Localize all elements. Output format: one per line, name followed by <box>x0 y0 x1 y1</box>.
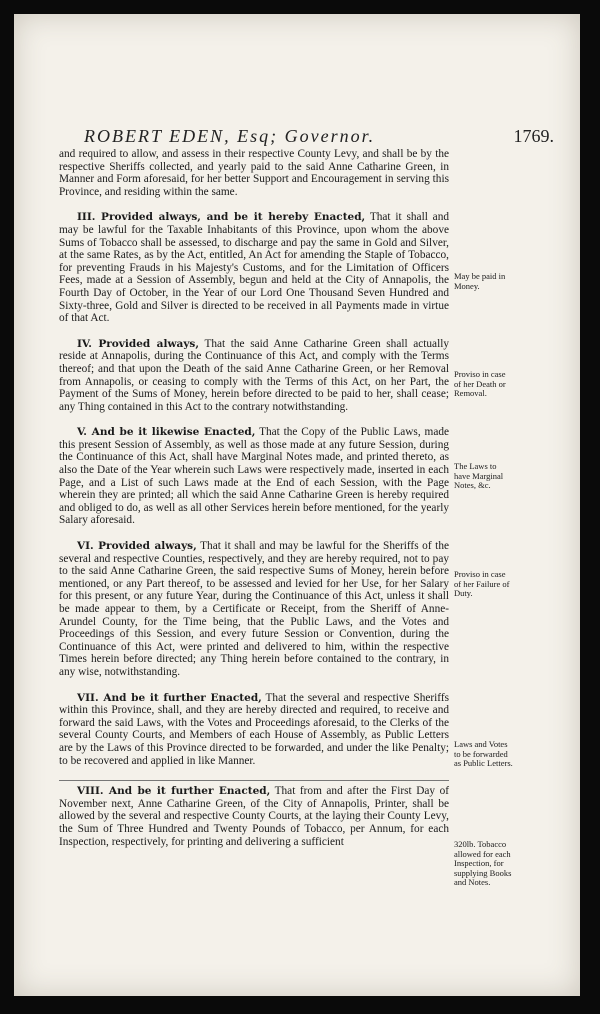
section-paragraph <box>59 338 449 414</box>
margin-note: May be paid in Money. <box>454 271 506 291</box>
paragraph-text: That it shall and may be lawful for the Sheriffs of the several and respective Counties, respectively, and they are hereby required, not to pay to the said Anne Catharine Green, the said respective Sums of Money, herein before mentioned, or any Part thereof, to be assessed and levied for her Use, for her Salary for this present, or any future Year, during the Continuance of this Act, unless it shall be made appear to them, by a Certificate or Receipt, from the Sheriff of Anne-Arundel County, for the Time being, that the Public Laws, and the Votes and Proceedings of this Session, and every future Session or Convention, during the Continuance of this Act, were printed and delivered to him, within the respective Times herein before directed; any Thing herein before contained to the contrary, in any wise, notwithstanding. <box>59 540 449 678</box>
margin-note: 320lb. Tobacco allowed for each Inspection, for supplying Books and Notes. <box>454 839 512 887</box>
section-heading: VI. Provided always, <box>77 540 197 553</box>
section-paragraph <box>59 780 449 848</box>
section-paragraph <box>59 148 449 198</box>
paragraph-text: That the said Anne Catharine Green shall actually reside at Annapolis, during the Continuance of this Act, and comply with the Terms thereof; and that upon the Death of the said Anne Catharine Green, or her Removal from Annapolis, or ceasing to comply with the Terms of this Act, on her Part, the Payment of the Sums of Money, herein before directed to be paid to her, shall cease; any Thing contained in this Act to the contrary notwithstanding. <box>59 337 449 413</box>
section-heading: III. Provided always, and be it hereby Enacted, <box>77 211 366 224</box>
paragraph-text: That from and after the First Day of November next, Anne Catharine Green, of the City of Annapolis, Printer, shall be allowed by the several and respective County Courts, at the laying their County Levy, the Sum of Three Hundred and Twenty Pounds of Tobacco, per Annum, for each Inspection, respectively, for printing and delivering a sufficient <box>59 785 449 848</box>
document-body <box>59 148 449 861</box>
paragraph-text: and required to allow, and assess in their respective County Levy, and shall be by the respective Sheriffs collected, and yearly paid to the said Anne Catharine Green, in Manner and Form aforesaid, for her better Support and Encouragement in serving this Province, and residing within the same. <box>59 148 449 198</box>
section-heading: VII. And be it further Enacted, <box>77 691 262 704</box>
section-heading: IV. Provided always, <box>77 337 199 350</box>
margin-note: The Laws to have Marginal Notes, &c. <box>454 461 504 490</box>
running-title: ROBERT EDEN, Esq; Governor. <box>84 126 376 146</box>
paragraph-text: That it shall and may be lawful for the Taxable Inhabitants of this Province, upon whom the above Sums of Tobacco shall be assessed, to discharge and pay the same in Gold and Silver, at the same Rates, as by the Act, entitled, An Act for amending the Staple of Tobacco, for preventing Frauds in his Majesty's Customs, and for the Limitation of Officers Fees, made at a Session of Assembly, begun and held at the City of Annapolis, the Fourth Day of October, in the Year of our Lord One Thousand Seven Hundred and Sixty-three, Gold and Silver is directed to be received in all Payments made in virtue of that Act. <box>59 211 449 325</box>
section-paragraph <box>59 211 449 324</box>
section-paragraph <box>59 426 449 527</box>
margin-note: Proviso in case of her Death or Removal. <box>454 369 506 398</box>
paragraph-text: That the Copy of the Public Laws, made this present Session of Assembly, as well as those made at any future Session, during the Continuance of this Act, shall have Marginal Notes made, and printed thereto, as also the Date of the Year wherein such Laws were respectively made, inserted in each Page, and a List of such Laws made at the End of each Session, with the Page wherein they are printed; all which the said Anne Catharine Green is hereby required and obliged to do, as well as all other Services herein before mentioned, for the yearly Salary aforesaid. <box>59 426 449 527</box>
section-heading: V. And be it likewise Enacted, <box>77 426 256 439</box>
section-heading: VIII. And be it further Enacted, <box>77 785 271 798</box>
paragraph-text: That the several and respective Sheriffs within this Province, shall, and they are hereby directed and required, to receive and forward the said Laws, with the Votes and Proceedings aforesaid, to the Clerks of the several County Courts, and Members of each House of Assembly, as Public Letters are by the Laws of this Province directed to be forwarded, and under the like Penalty; to be recovered and applied in like Manner. <box>59 691 449 767</box>
margin-note: Proviso in case of her Failure of Duty. <box>454 569 510 598</box>
section-paragraph <box>59 540 449 679</box>
running-header <box>84 126 554 150</box>
section-paragraph <box>59 692 449 768</box>
page-year: 1769. <box>513 126 554 146</box>
margin-note: Laws and Votes to be forwarded as Public Letters. <box>454 739 513 768</box>
document-page <box>14 14 580 996</box>
